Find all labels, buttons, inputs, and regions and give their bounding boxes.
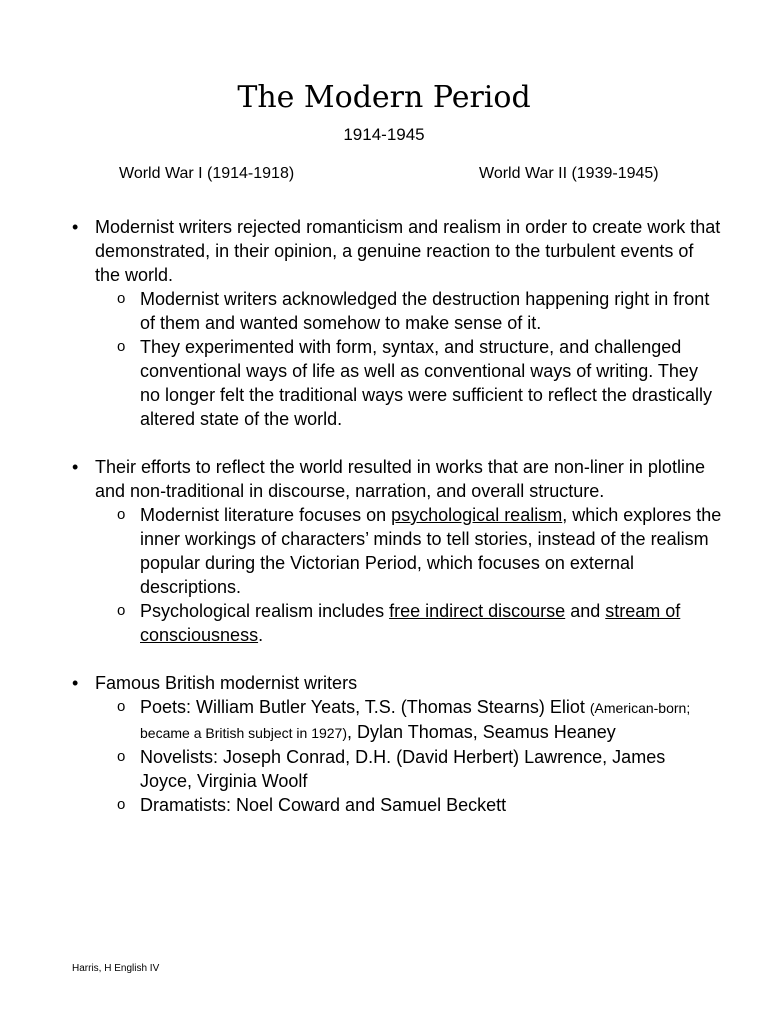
sub-item-text: Modernist literature focuses on	[140, 505, 392, 525]
sub-item-text: They experimented with form, syntax, and structure, and challenged conventional ways of life as well as conventional ways of writing. They no longer felt the traditional ways were sufficient to reflect the drastically altered state of the world.	[140, 337, 712, 429]
sub-item-text: Novelists: Joseph Conrad, D.H. (David Herbert) Lawrence, James Joyce, Virginia Woolf	[140, 747, 666, 791]
notes-content	[72, 215, 722, 841]
sub-item-text: , which explores the inner workings of characters’ minds to tell stories, instead of the realism popular during the Victorian Period, which focuses on external descriptions.	[140, 505, 722, 597]
sub-item-text: Dramatists: Noel Coward and Samuel Beckett	[140, 795, 507, 815]
circle-bullet-icon: o	[117, 796, 126, 813]
section-efforts	[72, 455, 722, 647]
free-indirect-discourse-term: free indirect discourse	[389, 601, 566, 621]
sub-list	[95, 503, 722, 647]
eliot-note: (American-born; became a British subject in 1927)	[140, 700, 691, 741]
world-war-two: World War II (1939-1945)	[479, 165, 659, 182]
sub-item	[95, 599, 722, 647]
sub-list	[95, 287, 722, 431]
period-dates: 1914-1945	[343, 125, 425, 144]
sub-item	[95, 695, 722, 745]
sub-item-text: Modernist writers acknowledged the destruction happening right in front of them and wanted somehow to make sense of it.	[140, 289, 710, 333]
circle-bullet-icon: o	[117, 338, 126, 355]
section-famous-writers	[72, 671, 722, 817]
circle-bullet-icon: o	[117, 290, 126, 307]
page-title: The Modern Period	[237, 80, 531, 115]
sub-item-text: , Dylan Thomas, Seamus Heaney	[347, 722, 616, 742]
bullet-icon: •	[72, 673, 79, 693]
footer-author: Harris, H English IV	[72, 963, 160, 974]
sub-item	[95, 745, 722, 793]
section-text: Their efforts to reflect the world resulted in works that are non-liner in plotline and non-traditional in discourse, narration, and overall structure.	[95, 457, 705, 501]
circle-bullet-icon: o	[117, 698, 126, 715]
section-modernist-rejection	[72, 215, 722, 431]
circle-bullet-icon: o	[117, 748, 126, 765]
psychological-realism-term: psychological realism	[391, 505, 563, 525]
bullet-icon: •	[72, 457, 79, 477]
section-text: Famous British modernist writers	[95, 673, 358, 693]
circle-bullet-icon: o	[117, 602, 126, 619]
bullet-icon: •	[72, 217, 79, 237]
sub-item	[95, 287, 722, 335]
sub-item-text: and	[565, 601, 606, 621]
sub-item-text: Psychological realism includes	[140, 601, 390, 621]
sub-item	[95, 793, 722, 817]
stream-of-consciousness-term: stream of consciousness	[140, 601, 681, 645]
sub-item-text: .	[258, 625, 264, 645]
world-war-one: World War I (1914-1918)	[119, 165, 295, 182]
sub-item-text: Poets: William Butler Yeats, T.S. (Thomas Stearns) Eliot	[140, 697, 590, 717]
sub-item	[95, 503, 722, 599]
sub-item	[95, 335, 722, 431]
sub-list	[95, 695, 722, 817]
circle-bullet-icon: o	[117, 506, 126, 523]
section-text: Modernist writers rejected romanticism and realism in order to create work that demonstrated, in their opinion, a genuine reaction to the turbulent events of the world.	[95, 217, 721, 285]
